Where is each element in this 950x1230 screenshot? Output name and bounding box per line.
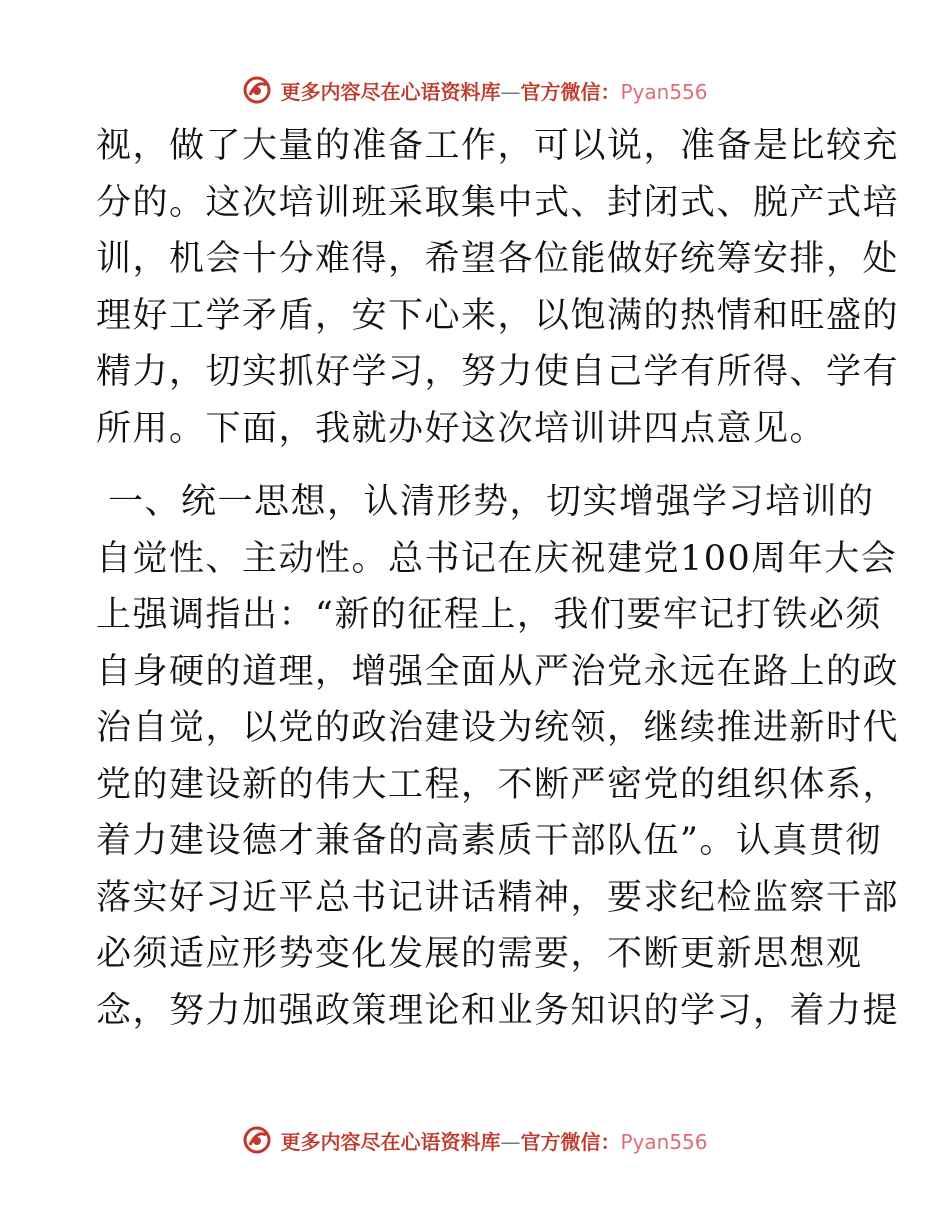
document-body <box>96 118 900 1039</box>
text-line: 训，机会十分难得，希望各位能做好统筹安排，处 <box>96 239 900 279</box>
footer-banner-text <box>280 1126 707 1155</box>
text-line: 精力，切实抓好学习，努力使自己学有所得、学有 <box>96 352 900 392</box>
paragraph-2 <box>96 474 900 1039</box>
brand-logo-icon <box>242 1125 272 1155</box>
text-line: 理好工学矛盾，安下心来，以饱满的热情和旺盛的 <box>96 295 900 336</box>
paragraph-1 <box>96 118 900 457</box>
text-line: 自觉性、主动性。总书记在庆祝建党100周年大会 <box>96 538 898 579</box>
text-line: 念，努力加强政策理论和业务知识的学习，着力提 <box>96 990 900 1031</box>
footer-watermark <box>0 1120 950 1160</box>
text-line: 必须适应形势变化发展的需要，不断更新思想观 <box>96 934 863 974</box>
header-site-name: 更多内容尽在心语资料库 <box>280 79 501 104</box>
text-line: 治自觉，以党的政治建设为统领，继续推进新时代 <box>96 708 900 748</box>
header-watermark <box>0 70 950 110</box>
header-banner-text <box>280 76 707 105</box>
footer-wechat-id: Pyan556 <box>620 1129 708 1154</box>
paragraph-gap <box>96 457 856 474</box>
section-heading-line: 一、统一思想，认清形势，切实增强学习培训的 <box>108 482 875 522</box>
text-line: 自身硬的道理，增强全面从严治党永远在路上的政 <box>96 651 900 692</box>
text-line: 上强调指出：“新的征程上，我们要牢记打铁必须 <box>96 595 882 635</box>
footer-dash: — <box>500 1129 521 1154</box>
footer-wechat-label: 官方微信： <box>520 1129 621 1154</box>
text-line: 视，做了大量的准备工作，可以说，准备是比较充 <box>96 126 900 166</box>
text-line: 落实好习近平总书记讲话精神，要求纪检监察干部 <box>96 877 900 918</box>
footer-site-name: 更多内容尽在心语资料库 <box>280 1129 501 1154</box>
header-dash: — <box>500 79 521 104</box>
text-line: 分的。这次培训班采取集中式、封闭式、脱产式培 <box>96 182 900 223</box>
brand-logo-icon <box>242 75 272 105</box>
text-line: 党的建设新的伟大工程，不断严密党的组织体系， <box>96 764 900 805</box>
text-line: 着力建设德才兼备的高素质干部队伍”。认真贯彻 <box>96 821 882 861</box>
text-line: 所用。下面，我就办好这次培训讲四点意见。 <box>96 408 827 449</box>
header-wechat-id: Pyan556 <box>620 79 708 104</box>
header-wechat-label: 官方微信： <box>520 79 621 104</box>
